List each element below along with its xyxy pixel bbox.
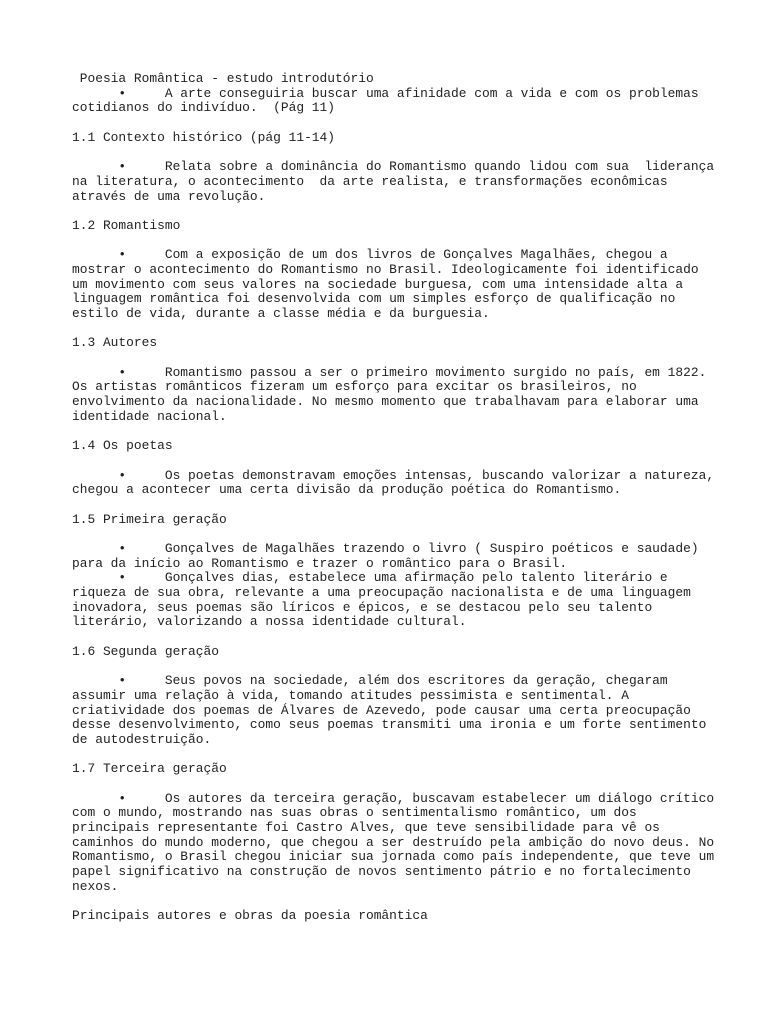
text-line: para da início ao Romantismo e trazer o romântico para o Brasil. (72, 555, 568, 571)
text-line: caminhos do mundo moderno, que chegou a ser destruído pela ambição do novo deus. No (72, 834, 715, 850)
text-line: assumir uma relação à vida, tomando atitudes pessimista e sentimental. A (72, 687, 629, 703)
text-line: na literatura, o acontecimento da arte realista, e transformações econômicas (72, 173, 668, 189)
blank-line (72, 204, 702, 219)
blank-line (72, 748, 702, 763)
text-line: com o mundo, mostrando nas suas obras o sentimentalismo romântico, um dos (72, 805, 637, 821)
text-line: mostrar o acontecimento do Romantismo no Brasil. Ideologicamente foi identificado (72, 261, 699, 277)
text-line: de autodestruição. (72, 731, 212, 747)
blank-line (72, 895, 702, 910)
text-line: • Gonçalves dias, estabelece uma afirmação pelo talento literário e (72, 570, 668, 586)
text-line: riqueza de sua obra, relevante a uma preocupação nacionalista e de uma linguagem (72, 585, 691, 601)
blank-line (72, 498, 702, 513)
text-line: nexos. (72, 878, 119, 894)
text-line: inovadora, seus poemas são líricos e épicos, e se destacou pelo seu talento (72, 599, 653, 615)
text-line: um movimento com seus valores na sociedade burguesa, com uma intensidade alta a (72, 276, 684, 292)
text-line: criatividade dos poemas de Álvares de Azevedo, pode causar uma certa preocupação (72, 702, 691, 718)
text-line: 1.6 Segunda geração (72, 643, 219, 659)
text-line: linguagem romântica foi desenvolvida com um simples esforço de qualificação no (72, 291, 676, 307)
blank-line (72, 351, 702, 366)
text-line: • Com a exposição de um dos livros de Gonçalves Magalhães, chegou a (72, 247, 668, 263)
text-line: • Romantismo passou a ser o primeiro movimento surgido no país, em 1822. (72, 364, 707, 380)
text-line: papel significativo na construção de novos sentimento pátrio e no fortalecimento (72, 864, 691, 880)
text-line: • Relata sobre a dominância do Romantismo quando lidou com sua liderança (72, 159, 715, 175)
blank-line (72, 322, 702, 337)
blank-line (72, 660, 702, 675)
text-line: • Gonçalves de Magalhães trazendo o livro ( Suspiro poéticos e saudade) (72, 541, 699, 556)
text-line: literário, valorizando a nossa identidade cultural. (72, 614, 467, 630)
text-line: através de uma revolução. (72, 188, 266, 204)
text-line: 1.7 Terceira geração (72, 761, 227, 777)
text-line: 1.4 Os poetas (72, 438, 173, 454)
text-line: • A arte conseguiria buscar uma afinidade com a vida e com os problemas (72, 85, 699, 101)
text-line: envolvimento da nacionalidade. No mesmo momento que trabalhavam para elaborar uma (72, 394, 699, 410)
text-line: Poesia Romântica - estudo introdutório (72, 71, 374, 86)
blank-line (72, 454, 702, 469)
text-line: Principais autores e obras da poesia romântica (72, 908, 428, 924)
blank-line (72, 145, 702, 160)
blank-line (72, 425, 702, 440)
text-line: • Seus povos na sociedade, além dos escritores da geração, chegaram (72, 673, 668, 689)
blank-line (72, 630, 702, 645)
text-line: chegou a acontecer uma certa divisão da produção poética do Romantismo. (72, 482, 622, 498)
blank-line (72, 777, 702, 792)
blank-line (72, 234, 702, 249)
document-body (72, 71, 715, 924)
blank-line (72, 116, 702, 131)
text-line: desse desenvolvimento, como seus poemas transmiti uma ironia e um forte sentimento (72, 717, 707, 733)
text-line: identidade nacional. (72, 408, 227, 424)
text-line: 1.3 Autores (72, 335, 158, 351)
text-line: estilo de vida, durante a classe média e da burguesia. (72, 306, 490, 321)
blank-line (72, 527, 702, 542)
text-line: 1.5 Primeira geração (72, 511, 227, 527)
text-line: Os artistas românticos fizeram um esforço para excitar os brasileiros, no (72, 379, 637, 395)
text-line: Romantismo, o Brasil chegou iniciar sua jornada como país independente, que teve um (72, 849, 715, 865)
text-line: 1.2 Romantismo (72, 217, 181, 233)
text-line: • Os poetas demonstravam emoções intensas, buscando valorizar a natureza, (72, 467, 715, 483)
text-line: principais representante foi Castro Alves, que teve sensibilidade para vê os (72, 820, 660, 836)
text-line: cotidianos do indivíduo. (Pág 11) (72, 100, 336, 116)
text-line: 1.1 Contexto histórico (pág 11-14) (72, 129, 336, 145)
text-line: • Os autores da terceira geração, buscavam estabelecer um diálogo crítico (72, 790, 715, 806)
